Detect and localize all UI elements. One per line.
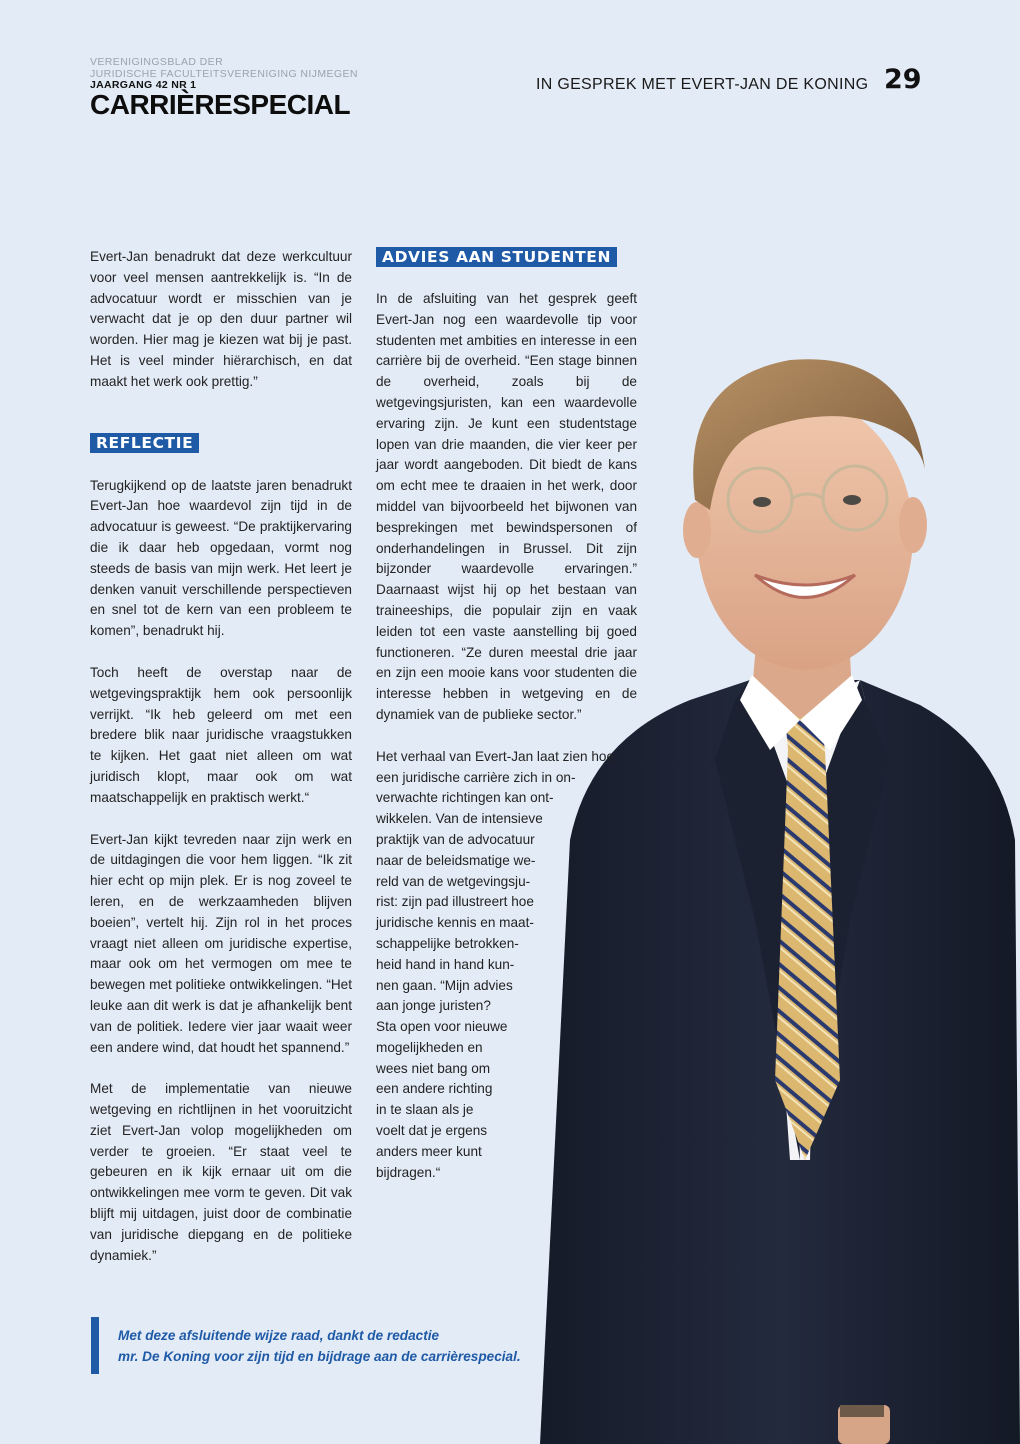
text-line: een juridische carrière zich in on- bbox=[376, 769, 576, 785]
text-line: in te slaan als je bbox=[376, 1102, 474, 1118]
paragraph-afsluiting: In de afsluiting van het gesprek geeft Evert-Jan nog een waardevolle tip voor studenten met ambities en interesse in een carrière bij de overheid. “Een stage binnen de overheid, zoals bij de wetgevingsjuristen, kan een waardevolle ervaring zijn. Je kunt een studentstage lopen van drie maanden, die vier keer per jaar wordt aangeboden. Dit biedt de kans om echt mee te draaien in het werk, door middel van bijvoorbeeld het bijwonen van besprekingen met bewindspersonen of onderhandelingen in Brussel. Dit zijn bijzonder waardevolle ervaringen.” Daarnaast wijst hij op het bestaan van traineeships, die populair zijn en vaak leiden tot een vaste aanstelling bij goed functioneren. “Ze duren meestal drie jaar en zijn een mooie kans voor studenten die interesse hebben in wetgeving en de dynamiek van de publieke sector.” bbox=[376, 291, 637, 722]
text-line: nen gaan. “Mijn advies bbox=[376, 977, 513, 993]
paragraph-tevreden: Evert-Jan kijkt tevreden naar zijn werk en de uitdagingen die voor hem liggen. “Ik zit hier echt op mijn plek. Er is nog zoveel te leren, en de werkzaamheden blijven boeien”, vertelt hij. Zijn rol in het proces vraagt niet alleen om juridische expertise, maar ook om het vermogen om mee te bewegen met politieke ontwikkelingen. “Het leuke aan dit werk is dat je afhankelijk bent van de politiek. Iedere vier jaar waait weer een andere wind, dat houdt het spannend.” bbox=[90, 831, 352, 1055]
text-line: wees niet bang om bbox=[376, 1060, 491, 1076]
text-line: Het verhaal van Evert-Jan laat zien hoe bbox=[376, 748, 615, 764]
text-line: wikkelen. Van de intensieve bbox=[376, 811, 543, 827]
page-number: 29 bbox=[884, 64, 922, 95]
text-line: heid hand in hand kun- bbox=[376, 956, 515, 972]
text-line: anders meer kunt bbox=[376, 1143, 482, 1159]
paragraph-verhaal bbox=[376, 747, 637, 1184]
special-title: CARRIÈRESPECIAL bbox=[90, 89, 351, 120]
text-line: bijdragen.“ bbox=[376, 1164, 441, 1180]
issue-label: JAARGANG 42 NR 1 bbox=[90, 79, 197, 91]
text-line: aan jonge juristen? bbox=[376, 998, 491, 1014]
column-right bbox=[376, 289, 637, 1183]
masthead-line-1: VERENIGINGSBLAD DER bbox=[90, 56, 224, 68]
paragraph-implementatie: Met de implementatie van nieuwe wetgeving en richtlijnen in het vooruitzicht ziet Evert-Jan volop mogelijkheden om verder te groeien. “Er staat veel te gebeuren en ik kijk ernaar uit om die ontwikkelingen mee vorm te geven. Dit vak blijft mij uitdagen, juist door de combinatie van juridische diepgang en de politieke dynamiek.” bbox=[90, 1081, 352, 1263]
quote-bar bbox=[91, 1317, 99, 1374]
section-heading-reflectie: REFLECTIE bbox=[90, 433, 199, 453]
quote-line-2: mr. De Koning voor zijn tijd en bijdrage aan de carrièrespecial. bbox=[118, 1348, 521, 1364]
text-line: mogelijkheden en bbox=[376, 1039, 483, 1055]
masthead-line-2: JURIDISCHE FACULTEITSVERENIGING NIJMEGEN bbox=[90, 67, 358, 80]
paragraph-terugkijkend: Terugkijkend op de laatste jaren benadrukt Evert-Jan hoe waardevol zijn tijd in de advocatuur is geweest. “De praktijkervaring die ik daar heb opgedaan, vormt nog steeds de basis van mijn werk. Het leert je denken vanuit verschillende perspectieven en snel tot de kern van een probleem te komen”, benadrukt hij. bbox=[90, 477, 352, 639]
text-line: schappelijke betrokken- bbox=[376, 935, 519, 951]
paragraph-overstap: Toch heeft de overstap naar de wetgevingspraktijk hem ook persoonlijk verrijkt. “Ik heb geleerd om met een bredere blik naar juridische vraagstukken te kijken. Het gaat niet alleen om wat juridisch klopt, maar ook om wat maatschappelijk en praktisch werkt.“ bbox=[90, 664, 352, 805]
masthead bbox=[90, 57, 390, 119]
quote-line-1: Met deze afsluitende wijze raad, dankt de redactie bbox=[118, 1328, 440, 1343]
text-line: naar de beleidsmatige we- bbox=[376, 852, 536, 868]
closing-quote bbox=[118, 1326, 558, 1367]
text-line: reld van de wetgevingsju- bbox=[376, 873, 531, 889]
text-line: rist: zijn pad illustreert hoe bbox=[376, 894, 534, 910]
text-line: Sta open voor nieuwe bbox=[376, 1019, 508, 1035]
text-line: juridische kennis en maat- bbox=[376, 915, 534, 931]
running-head: IN GESPREK MET EVERT-JAN DE KONING bbox=[536, 76, 869, 93]
paragraph-werkcultuur: Evert-Jan benadrukt dat deze werkcultuur voor veel mensen aantrekkelijk is. “In de advocatuur wordt er misschien van je verwacht dat je op den duur partner wil worden. Hier mag je kiezen wat bij je past. Het is veel minder hiërarchisch, en dat maakt het werk ook prettig.” bbox=[90, 249, 352, 389]
column-left bbox=[90, 247, 352, 1266]
text-line: verwachte richtingen kan ont- bbox=[376, 790, 554, 806]
text-line: praktijk van de advocatuur bbox=[376, 831, 535, 847]
text-line: een andere richting bbox=[376, 1081, 493, 1097]
section-heading-advies: ADVIES AAN STUDENTEN bbox=[376, 247, 617, 267]
text-line: voelt dat je ergens bbox=[376, 1123, 488, 1139]
